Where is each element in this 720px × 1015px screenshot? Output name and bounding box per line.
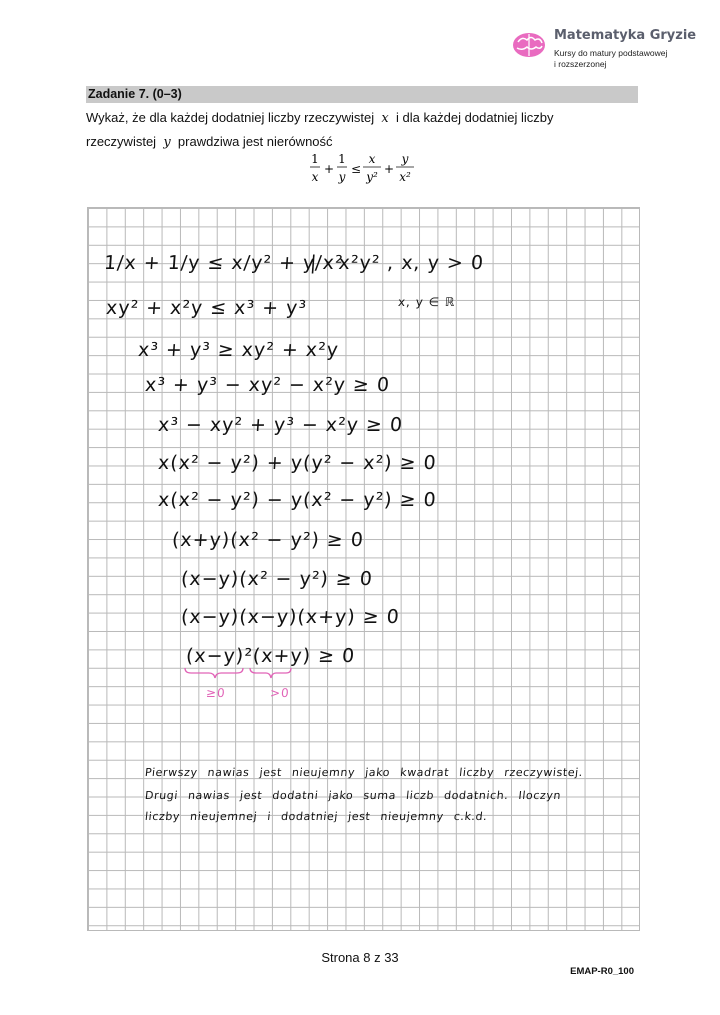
solution-line-1: 1/x + 1/y ≤ x/y² + y/x² xyxy=(103,252,345,274)
task-prompt: Wykaż, że dla każdej dodatniej liczby rzeczywistej x i dla każdej dodatniej liczby rzeczywistej y prawdziwa jest nierówność xyxy=(86,110,554,150)
solution-line-8: (x+y)(x² − y²) ≥ 0 xyxy=(171,529,365,551)
task-title: Zadanie 7. (0–3) xyxy=(88,87,182,101)
svg-text:1: 1 xyxy=(338,152,346,166)
brand-logo xyxy=(512,28,712,74)
logo-title: Matematyka Gryzie xyxy=(554,28,697,43)
solution-line-4: x³ + y³ − xy² − x²y ≥ 0 xyxy=(144,374,391,396)
svg-text:y: y xyxy=(401,152,409,166)
solution-domain-note: x, y ∈ ℝ xyxy=(397,295,456,309)
brain-icon xyxy=(512,30,546,60)
page-number: Strona 8 z 33 xyxy=(321,950,399,965)
brace-label-nonnegative: ≥0 xyxy=(205,686,227,700)
svg-text:x: x xyxy=(311,170,319,184)
conclusion-line-3: liczby nieujemnej i dodatniej jest nieujemny c.k.d. xyxy=(144,810,488,823)
underbraces xyxy=(180,664,310,684)
svg-text:1: 1 xyxy=(311,152,319,166)
solution-line-2: xy² + x²y ≤ x³ + y³ xyxy=(105,297,308,319)
solution-line-10: (x−y)(x−y)(x+y) ≥ 0 xyxy=(180,606,401,628)
solution-line-6: x(x² − y²) + y(y² − x²) ≥ 0 xyxy=(157,452,438,474)
logo-subtitle: Kursy do matury podstawowej i rozszerzonej xyxy=(554,48,668,69)
task-header xyxy=(86,86,638,103)
svg-text:≤: ≤ xyxy=(350,162,362,176)
inequality-formula xyxy=(300,150,430,190)
svg-text:+: + xyxy=(383,162,395,176)
solution-line-1-note: | · x²y² , x, y > 0 xyxy=(309,252,485,274)
solution-line-11: (x−y)²(x+y) ≥ 0 xyxy=(185,645,356,667)
exam-code: EMAP-R0_100 xyxy=(570,966,634,977)
svg-text:y²: y² xyxy=(366,170,378,184)
svg-text:x: x xyxy=(368,152,376,166)
svg-text:+: + xyxy=(323,162,335,176)
svg-text:y: y xyxy=(338,170,346,184)
conclusion-line-1: Pierwszy nawias jest nieujemny jako kwadrat liczby rzeczywistej. xyxy=(144,766,584,779)
solution-line-9: (x−y)(x² − y²) ≥ 0 xyxy=(180,568,374,590)
solution-line-5: x³ − xy² + y³ − x²y ≥ 0 xyxy=(157,414,404,436)
brace-label-positive: >0 xyxy=(269,686,291,700)
solution-line-7: x(x² − y²) − y(x² − y²) ≥ 0 xyxy=(157,489,438,511)
svg-text:x²: x² xyxy=(399,170,411,184)
conclusion-line-2: Drugi nawias jest dodatni jako suma liczb dodatnich. Iloczyn xyxy=(144,789,562,802)
solution-line-3: x³ + y³ ≥ xy² + x²y xyxy=(137,339,340,361)
